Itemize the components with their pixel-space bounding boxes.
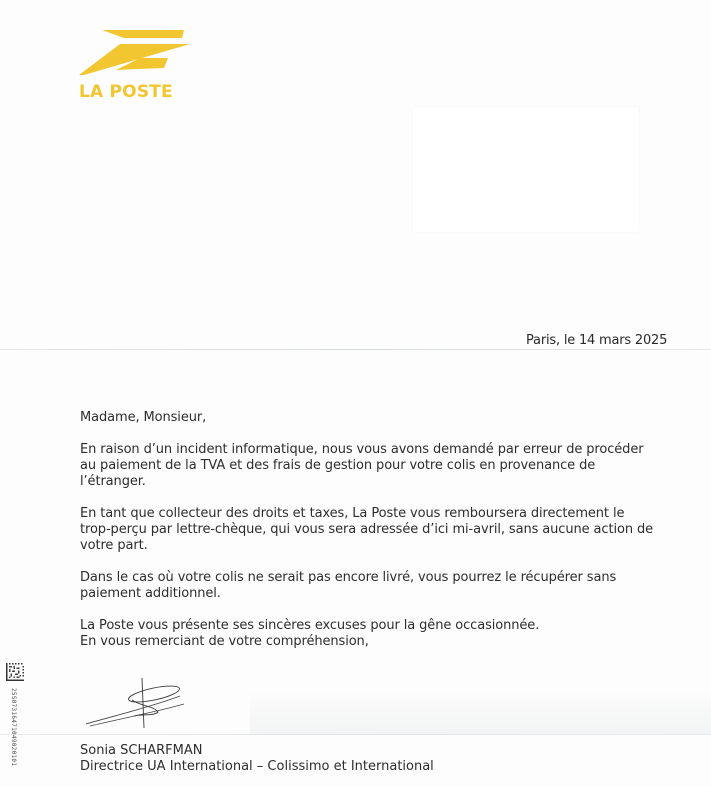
text-line: En tant que collecteur des droits et taxes, La Poste vous remboursera directement le bbox=[80, 506, 625, 521]
paragraph bbox=[80, 570, 680, 602]
la-poste-bird-icon bbox=[76, 24, 192, 80]
salutation: Madame, Monsieur, bbox=[80, 410, 207, 425]
letter-date: Paris, le 14 mars 2025 bbox=[526, 333, 668, 348]
text-line: La Poste vous présente ses sincères excuses pour la gêne occasionnée. bbox=[80, 618, 540, 633]
paragraph bbox=[80, 506, 680, 554]
reference-code: 25S07316471049020101 bbox=[10, 688, 17, 767]
text-line: En vous remerciant de votre compréhension, bbox=[80, 634, 369, 649]
text-line: En raison d’un incident informatique, nous vous avons demandé par erreur de procéder bbox=[80, 442, 644, 457]
text-line: l’étranger. bbox=[80, 474, 146, 489]
text-line: trop-perçu par lettre-chèque, qui vous sera adressée d’ici mi-avril, sans aucune action de bbox=[80, 522, 654, 537]
la-poste-logo bbox=[76, 24, 192, 108]
text-line: Dans le cas où votre colis ne serait pas encore livré, vous pourrez le récupérer sans bbox=[80, 570, 617, 585]
brand-name: LA POSTE bbox=[79, 82, 173, 102]
fold-line bbox=[0, 734, 711, 735]
signer-name: Sonia SCHARFMAN bbox=[80, 743, 203, 758]
paragraph bbox=[80, 618, 680, 650]
text-line: votre part. bbox=[80, 538, 148, 553]
recipient-address-redacted bbox=[413, 107, 639, 232]
scan-shadow bbox=[250, 690, 711, 734]
fold-line bbox=[0, 349, 711, 350]
paragraph bbox=[80, 442, 680, 490]
signer-block bbox=[80, 743, 434, 775]
text-line: paiement additionnel. bbox=[80, 586, 221, 601]
datamatrix-code-icon bbox=[6, 663, 24, 681]
signer-title: Directrice UA International – Colissimo et International bbox=[80, 759, 434, 774]
letter-body bbox=[80, 410, 680, 666]
handwritten-signature bbox=[84, 676, 199, 736]
text-line: au paiement de la TVA et des frais de gestion pour votre colis en provenance de bbox=[80, 458, 596, 473]
